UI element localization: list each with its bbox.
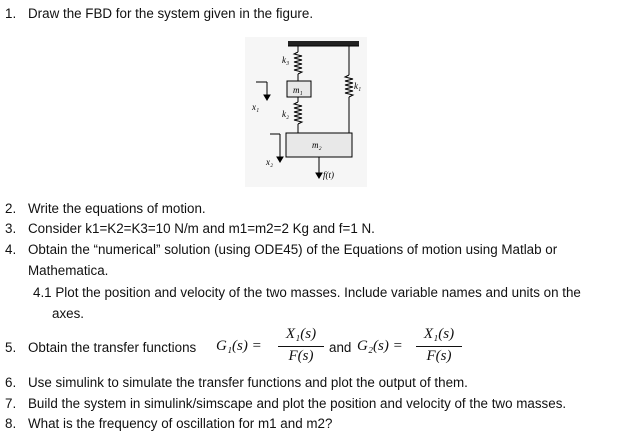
spring-k1 [345,46,353,133]
question-number: 7. [5,396,17,411]
g2-fraction-bar [416,346,462,347]
question-text: Build the system in simulink/simscape and plot the position and velocity of the two masses. [28,396,567,411]
x1-arrow-icon [256,82,270,100]
question-number: 4. [5,242,17,257]
question-text: Consider k1=K2=K3=10 N/m and m1=m2=2 Kg and f=1 N. [28,221,375,236]
g2-denominator: F(s) [426,348,452,364]
question-number: 8. [5,416,17,431]
question-4-1: 4.1 Plot the position and velocity of the two masses. Include variable names and units on the [33,285,581,300]
spring-k3 [294,46,302,81]
and-text: and [329,340,352,355]
question-number: 2. [5,201,17,216]
question-text: Draw the FBD for the system given in the figure. [28,6,314,21]
g1-fraction-bar [278,346,324,347]
question-text: What is the frequency of oscillation for m1 and m2? [28,416,333,431]
question-number: 5. [5,340,17,355]
label-x2: x₂ [266,157,274,167]
question-number: 3. [5,221,17,236]
question-text: Use simulink to simulate the transfer functions and plot the output of them. [28,375,468,390]
g2-numerator: X₁(s) [423,326,455,342]
label-k1: k₁ [354,81,362,91]
spring-mass-diagram [245,37,367,187]
label-m1: m₁ [293,85,303,95]
g1-label: G₁(s) = [216,338,262,354]
ceiling-support [288,41,359,46]
question-4-1-continued: axes. [52,306,85,321]
label-k3: k₃ [282,55,290,65]
spring-mass-figure [245,37,367,187]
g1-denominator: F(s) [288,348,314,364]
force-arrow-icon [316,157,322,178]
g2-label: G₂(s) = [357,338,403,354]
question-number: 6. [5,375,17,390]
question-4-continued: Mathematica. [28,263,109,278]
question-number: 1. [5,6,17,21]
label-f: f(t) [323,170,334,180]
question-text: Write the equations of motion. [28,201,206,216]
g1-numerator: X₁(s) [285,326,317,342]
question-text: Obtain the “numerical” solution (using ODE45) of the Equations of motion using Matlab or [28,242,558,257]
label-k2: k₂ [282,109,290,119]
spring-k2 [294,97,302,133]
label-m2: m₂ [312,140,322,150]
question-text: Obtain the transfer functions [28,340,197,355]
label-x1: x₁ [252,102,260,112]
